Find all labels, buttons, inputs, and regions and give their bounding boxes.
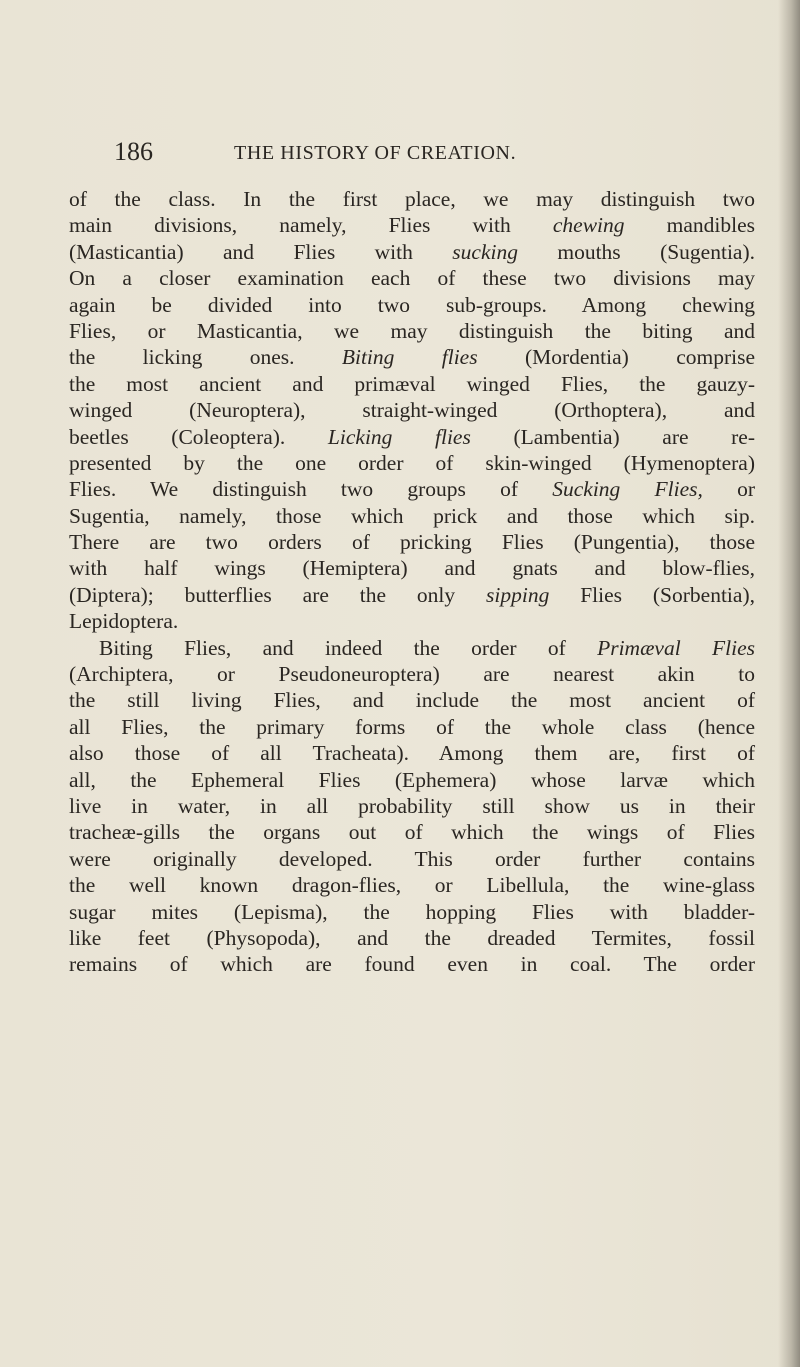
text-run: the well known dragon-flies, or Libellula, the wine-glass	[69, 873, 755, 898]
text-line	[69, 397, 755, 423]
text-line	[69, 265, 755, 291]
text-line	[69, 687, 755, 713]
text-line	[69, 925, 755, 951]
text-line	[69, 529, 755, 555]
text-line	[69, 344, 755, 370]
text-run: live in water, in all probability still show us in their	[69, 793, 755, 818]
text-line	[69, 899, 755, 925]
text-line	[69, 608, 755, 634]
italic-run: chewing	[552, 213, 625, 238]
text-run: There are two orders of pricking Flies (Pungentia), those	[69, 530, 755, 555]
text-run: Biting Flies, and indeed the order of	[99, 635, 598, 660]
text-run: or	[702, 477, 755, 502]
italic-run: Biting flies	[341, 345, 478, 370]
text-run: were originally developed. This order further contains	[69, 846, 755, 871]
text-run: the still living Flies, and include the most ancient of	[69, 688, 755, 713]
italic-run: Licking flies	[327, 424, 471, 449]
text-line	[69, 819, 755, 845]
text-line	[69, 555, 755, 581]
text-line	[69, 292, 755, 318]
text-run: also those of all Tracheata). Among them are, first of	[69, 741, 755, 766]
text-line	[69, 186, 755, 212]
text-run: tracheæ-gills the organs out of which the wings of Flies	[69, 820, 755, 845]
text-line	[69, 424, 755, 450]
text-run: of the class. In the first place, we may distinguish two	[69, 187, 755, 211]
body-text	[69, 186, 755, 978]
text-line	[69, 872, 755, 898]
text-line	[69, 846, 755, 872]
text-run: again be divided into two sub-groups. Among chewing	[69, 292, 755, 317]
text-run: main divisions, namely, Flies with	[69, 213, 553, 238]
text-run: beetles (Coleoptera).	[69, 424, 328, 449]
text-run: (Lambentia) are re-	[470, 424, 755, 449]
text-run: (Masticantia) and Flies with	[69, 239, 453, 264]
italic-run: Primæval Flies	[597, 635, 755, 660]
text-run: remains of which are found even in coal. The order	[69, 952, 755, 977]
text-line	[69, 212, 755, 238]
text-line	[69, 476, 755, 502]
text-line	[69, 767, 755, 793]
text-line	[69, 318, 755, 344]
running-title: THE HISTORY OF CREATION.	[234, 142, 517, 164]
text-run: On a closer examination each of these two divisions may	[69, 266, 755, 291]
text-line	[69, 635, 755, 661]
text-run: winged (Neuroptera), straight-winged (Orthoptera), and	[69, 398, 755, 423]
text-run: (Archiptera, or Pseudoneuroptera) are nearest akin to	[69, 662, 755, 687]
text-run: (Mordentia) comprise	[477, 345, 755, 370]
text-line	[69, 582, 755, 608]
text-run: Flies, or Masticantia, we may distinguish the biting and	[69, 318, 755, 343]
italic-run: sipping	[486, 582, 550, 607]
text-line	[69, 793, 755, 819]
text-line	[69, 239, 755, 265]
text-run: the most ancient and primæval winged Flies, the gauzy-	[69, 371, 755, 396]
text-run: Flies (Sorbentia),	[549, 582, 755, 607]
text-line	[69, 714, 755, 740]
text-run: all Flies, the primary forms of the whole class (hence	[69, 714, 755, 739]
text-run: (Diptera); butterflies are the only	[69, 582, 487, 607]
text-line	[69, 450, 755, 476]
text-run: mandibles	[624, 213, 755, 238]
italic-run: sucking	[452, 239, 518, 264]
page-edge-shadow	[778, 0, 800, 1367]
running-head	[114, 135, 754, 169]
text-line	[69, 503, 755, 529]
italic-run: Sucking Flies,	[552, 477, 703, 502]
text-run: sugar mites (Lepisma), the hopping Flies with bladder-	[69, 899, 755, 924]
text-line	[69, 740, 755, 766]
text-run: Flies. We distinguish two groups of	[69, 477, 553, 502]
text-line	[69, 371, 755, 397]
text-run: with half wings (Hemiptera) and gnats and blow-flies,	[69, 556, 755, 581]
text-run: mouths (Sugentia).	[517, 239, 756, 264]
text-run: all, the Ephemeral Flies (Ephemera) whose larvæ which	[69, 767, 755, 792]
text-line	[69, 661, 755, 687]
text-run: presented by the one order of skin-winged (Hymenoptera)	[69, 450, 755, 475]
page-number: 186	[114, 137, 153, 166]
text-line	[69, 951, 755, 977]
text-run: Sugentia, namely, those which prick and those which sip.	[69, 503, 755, 528]
text-run: Lepidoptera.	[69, 609, 179, 634]
text-run: like feet (Physopoda), and the dreaded Termites, fossil	[69, 925, 755, 950]
text-run: the licking ones.	[69, 345, 342, 370]
